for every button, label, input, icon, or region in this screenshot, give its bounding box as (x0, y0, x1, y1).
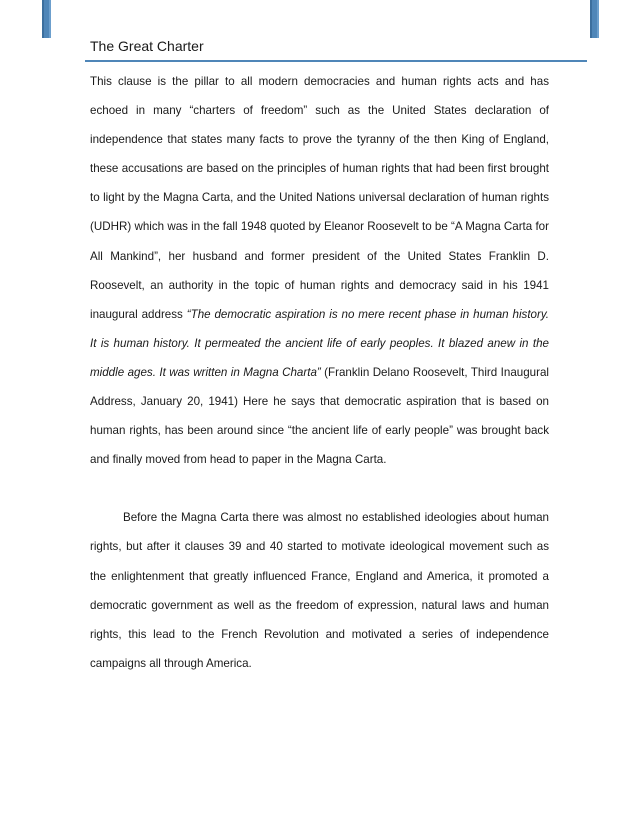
document-body (90, 67, 549, 678)
paragraph-1-text-end: (Franklin Delano Roosevelt, Third Inaugural Address, January 20, 1941) Here he says that democratic aspiration that is based on human rights, has been around since “the ancient life of early people” was brought back and finally moved from head to paper in the Magna Carta. (90, 365, 549, 467)
roosevelt-quote: “The democratic aspiration is no mere recent phase in human history. It is human history. It permeated the ancient life of early peoples. It blazed anew in the middle ages. It was written in Magna Charta” (90, 307, 550, 379)
right-header-accent-bar (590, 0, 599, 38)
header-divider (85, 60, 587, 62)
paragraph-1-text-start: This clause is the pillar to all modern democracies and human rights acts and has echoed in many “charters of freedom” such as the United States declaration of independence that states many facts to prove the tyranny of the then King of England, these accusations are based on the principles of human rights that had been first brought to light by the Magna Carta, and the United Nations universal declaration of human rights (UDHR) which was in the fall 1948 quoted by Eleanor Roosevelt to be “A Magna Carta for All Mankind”, her husband and former president of the United States Franklin D. Roosevelt, an authority in the topic of human rights and democracy said in his 1941 inaugural address (90, 75, 549, 321)
left-header-accent-bar (42, 0, 51, 38)
paragraph-2: Before the Magna Carta there was almost no established ideologies about human rights, but after it clauses 39 and 40 started to motivate ideological movement such as the enlightenment that greatly influenced France, England and America, it promoted a democratic government as well as the freedom of expression, natural laws and human rights, this lead to the French Revolution and motivated a series of independence campaigns all through America. (90, 511, 549, 670)
page-header-title: The Great Charter (90, 38, 204, 54)
paragraph-1 (90, 67, 549, 474)
